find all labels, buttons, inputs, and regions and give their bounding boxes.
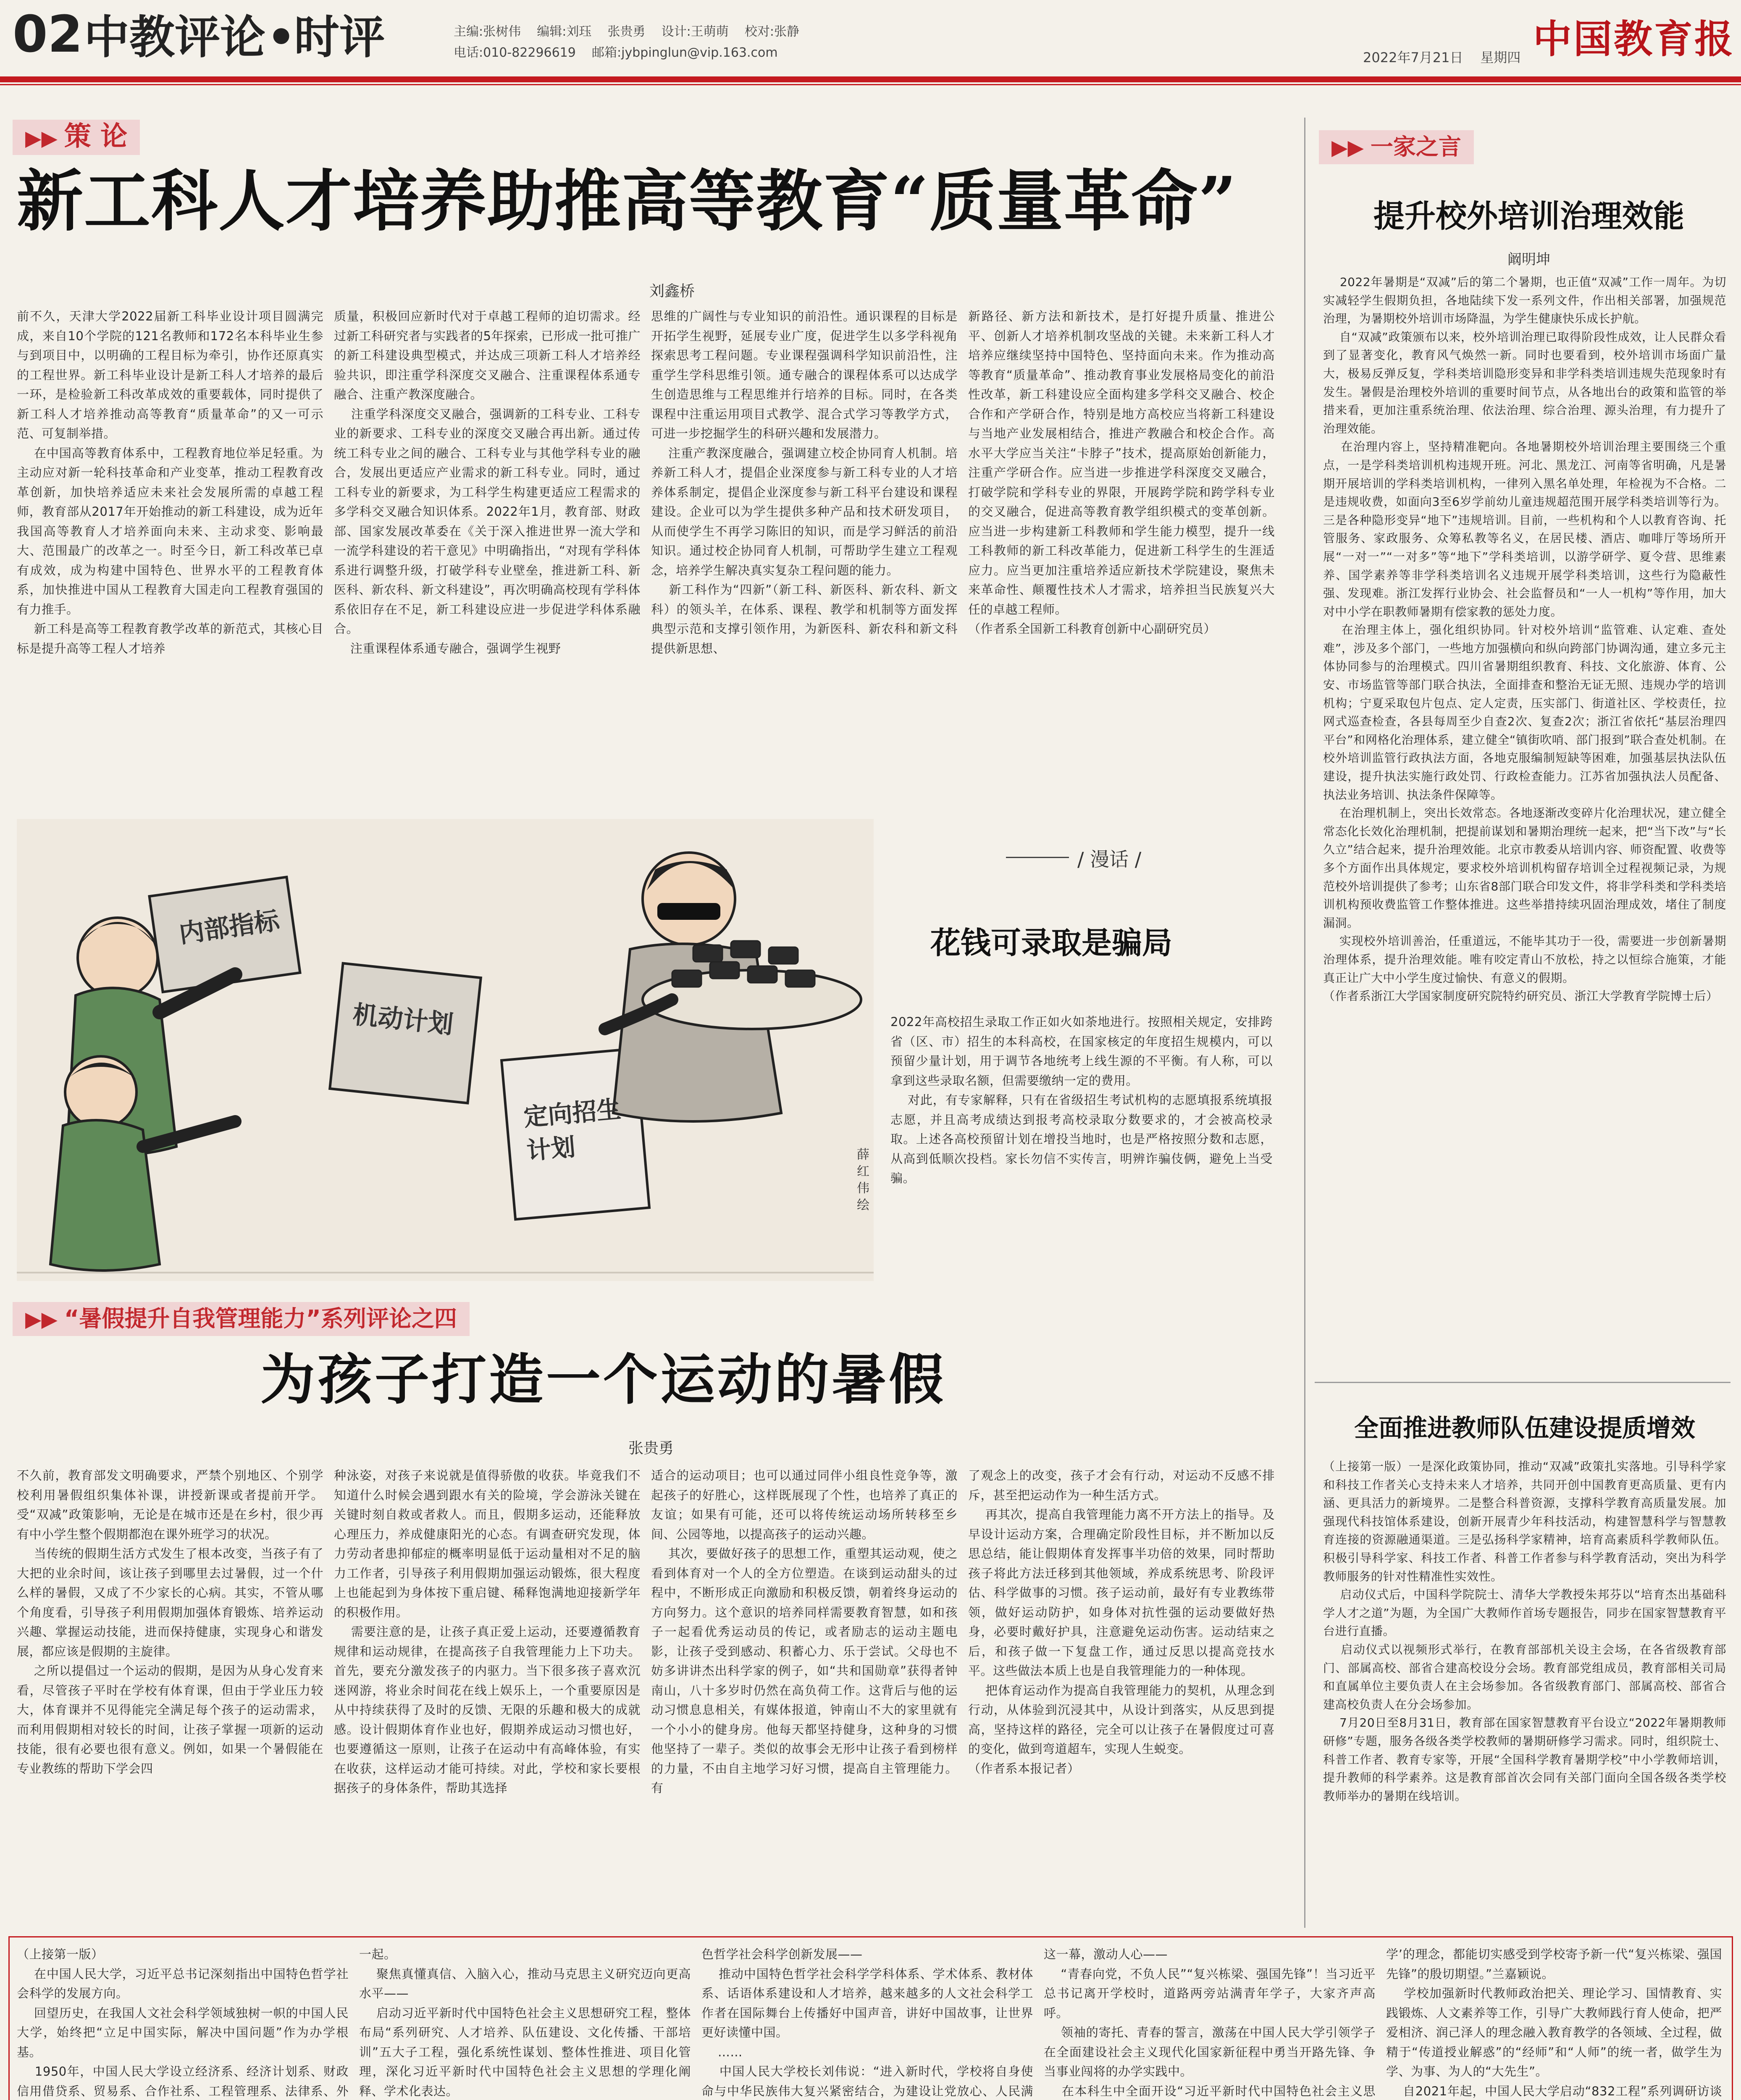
article1-title: 新工科人才培养助推高等教育“质量革命” xyxy=(17,163,1237,240)
article2-col-1: 不久前，教育部发文明确要求，严禁个别地区、个别学校利用暑假组织集体补课，讲授新课或者提前开学。受“双减”政策影响，无论是在城市还是在乡村，很少再有中小学生整个假期都泡在课外班学习的状况。 当传统的假期生活方式发生了根本改变，当孩子有了大把的业余时间，该让孩子到哪里去过暑假，过一个什么样的暑假，又成了不少家长的心病。其实，不管从哪个角度看，引导孩子利用假期加强体育锻炼、培养运动兴趣、掌握运动技能，进而保持健康，实现身心和谐发展，都应该是假期的主旋律。 之所以提倡过一个运动的假期，是因为从身心发育来看，尽管孩子平时在学校有体育课，但由于学业压力较大，体育课并不见得能完全满足每个孩子的运动需求，而利用假期相对较长的时间，让孩子掌握一项新的运动技能，很有必要也很有意义。例如，如果一个暑假能在专业教练的帮助下学会四 xyxy=(17,1468,323,1776)
article2-title: 为孩子打造一个运动的暑假 xyxy=(260,1347,946,1412)
masthead-rule xyxy=(0,76,1741,82)
subsection-name: 时评 xyxy=(294,11,385,64)
double-arrow-icon: ▶▶ xyxy=(1331,135,1364,160)
sidebar1-byline: 阚明坤 xyxy=(1507,251,1550,268)
cartoon-panel xyxy=(17,819,874,1281)
section-name: 中教评论 xyxy=(84,11,266,64)
staff-line-2: 电话:010-82296619 邮箱:jybpinglun@vip.163.com xyxy=(454,45,778,60)
sign-text-3: 定向招生计划 xyxy=(523,1095,622,1166)
article2-col-3: 适合的运动项目；也可以通过同伴小组良性竞争等，激起孩子的好胜心，这样既展现了个性，也培养了真正的友谊；如果有可能，还可以将传统运动场所转移至乡间、公园等地，以提高孩子的运动兴趣。 其次，要做好孩子的思想工作，重塑其运动观，使之看到体育对一个人的全方位塑造。在谈到运动甜头的过程中，不断形成正向激励和积极反馈，朝着终身运动的方向努力。这个意识的培养同样需要教育智慧，如和孩子一起看优秀运动员的传记，或者励志的运动主题电影，让孩子受到感动、积蓄心力、乐于尝试。父母也不妨多讲讲杰出科学家的例子，如“共和国勋章”获得者钟南山，八十多岁时仍然在高负荷工作。这背后与他的运动习惯息息相关，有媒体报道，钟南山不大的家里就有一个小小的健身房。他每天都坚持健身，这种身的习惯他坚持了一辈子。类似的故事会无形中让孩子看到榜样的力量，不由自主地学习好习惯，提高自主管理能力。有 xyxy=(651,1468,958,1795)
section-label-series: ▶▶ “暑假提升自我管理能力”系列评论之四 xyxy=(13,1302,470,1336)
article1-byline: 刘鑫桥 xyxy=(649,283,695,300)
article1-col-4: 新路径、新方法和新技术，是打好提升质量、推进公平、创新人才培养机制攻坚战的关键。未来新工科人才培养应继续坚持中国特色、坚持面向未来。作为推动高等教育“质量革命”、推动教育事业发展格局变化的前沿性改革，新工科建设应全面构建多学科交叉融合、校企合作和产学研合作，特别是地方高校应当将新工科建设与当地产业发展相结合，推进产教融合和校企合作。高水平大学应当关注“卡脖子”技术，提高原始创新能力，注重产学研合作。应当进一步推进学科深度交叉融合，打破学院和学科专业的界限，开展跨学院和跨学科专业的交叉融合，促进高等教育教学组织模式的变革创新。应当进一步构建新工科教师和学生能力模型，提升一线工科教师的新工科改革能力，促进新工科学生的生涯适应力。应当更加注重培养适应新技术学院建设，聚焦未来革命性、颠覆性技术人才需求，培养担当民族复兴大任的卓越工程师。 （作者系全国新工科教育创新中心副研究员） xyxy=(968,309,1275,636)
section-label-yijiazhiyan: ▶▶ 一家之言 xyxy=(1319,130,1474,164)
article2-byline: 张贵勇 xyxy=(628,1440,674,1457)
sidebar-divider xyxy=(1304,118,1305,1928)
sidebar1-title: 提升校外培训治理效能 xyxy=(1373,198,1684,234)
double-arrow-icon: ▶▶ xyxy=(25,1307,58,1331)
sign-text-1: 内部指标 xyxy=(177,906,281,949)
sign-text-2: 机动计划 xyxy=(351,1000,455,1040)
continued-col-1: （上接第一版） 在中国人民大学，习近平总书记深刻指出中国特色哲学社会科学的发展方向。 回望历史，在我国人文社会科学领域独树一帜的中国人民大学，始终把“立足中国实际，解决中国问题”作为办学根基。 1950年，中国人民大学设立经济系、经济计划系、财政信用借贷系、贸易系、合作社系、工程管理系、法律系、外 xyxy=(17,1947,349,2098)
double-arrow-icon: ▶▶ xyxy=(25,126,58,150)
cartoon-tag-rule xyxy=(1006,857,1069,858)
continued-col-2: 一起。 聚焦真懂真信、入脑入心，推动马克思主义研究迈向更高水平—— 启动习近平新时代中国特色社会主义思想研究工程，整体布局“系列研究、人才培养、队伍建设、文化传播、干部培训”五大子工程，强化系统性谋划、整体性推进、项目化管理，深化习近平新时代中国特色社会主义思想的学理化阐释、学术化表达。 xyxy=(359,1947,691,2098)
sidebar-separator xyxy=(1315,1382,1730,1383)
masthead xyxy=(0,0,1741,80)
continued-col-3: 色哲学社会科学创新发展—— 推动中国特色哲学社会科学学科体系、学术体系、教材体系、话语体系建设和人才培养，越来越多的人文社会科学工作者在国际舞台上传播好中国声音，讲好中国故事，让世界更好读懂中国。 …… 中国人民大学校长刘伟说：“进入新时代，学校将自身使命与中华民族伟大复兴紧密结合，为建设让党放心、人民满 xyxy=(701,1947,1033,2098)
article2-col-4: 了观念上的改变，孩子才会有行动，对运动不反感不排斥，甚至把运动作为一种生活方式。 再其次，提高自我管理能力离不开方法上的指导。及早设计运动方案，合理确定阶段性目标，并不断加以反思总结，能让假期体育发挥事半功倍的效果，同时帮助孩子将此方法迁移到其他领域，养成系统思考、阶段评估、科学做事的习惯。孩子运动前，最好有专业教练带领，做好运动防护，如身体对抗性强的运动要做好热身，必要时戴好护具，注意避免运动伤害。运动结束之后，和孩子做一下复盘工作，通过反思以提高竞技水平。这些做法本质上也是自我管理能力的一种体现。 把体育运动作为提高自我管理能力的契机，从理念到行动，从体验到沉浸其中，从设计到落实，从反思到提高，坚持这样的路径，完全可以让孩子在暑假度过可喜的变化，做到弯道超车，实现人生蜕变。 （作者系本报记者） xyxy=(968,1468,1275,1776)
sidebar2-title: 全面推进教师队伍建设提质增效 xyxy=(1354,1414,1695,1442)
sidebar2-text: （上接第一版）一是深化政策协同，推动“双减”政策扎实落地。引导科学家和科技工作者关心支持未来人才培养，共同开创中国教育更高质量、更有内涵、更具活力的新境界。二是整合科普资源，支撑科学教育高质量发展。加强现代科技馆体系建设，创新开展青少年科技活动，构建智慧科学与智慧教育连接的资源融通渠道。三是弘扬科学家精神，培育高素质科学教师队伍。积极引导科学家、科技工作者、科普工作者参与科学教育活动，突出为科学教师服务的针对性精准性实效性。 启动仪式后，中国科学院院士、清华大学教授朱邦芬以“培育杰出基础科学人才之道”为题，为全国广大教师作首场专题报告，同步在国家智慧教育平台进行直播。 启动仪式以视频形式举行，在教育部部机关设主会场，在各省级教育部门、部属高校、部省合建高校设分会场。教育部党组成员，教育部相关司局和直属单位主要负责人在主会场参加。各省级教育部门、部属高校、部省合建高校负责人在分会场参加。 7月20日至8月31日，教育部在国家智慧教育平台设立“2022年暑期教师研修”专题，服务各级各类学校教师的暑期研修学习需求。同时，组织院士、科普工作者、教育专家等，开展“全国科学教育暑期学校”中小学教师培训，提升教师的科学素养。这是教育部首次会同有关部门面向全国各级各类学校教师举办的暑期在线培训。 xyxy=(1323,1460,1726,1803)
staff-line-1: 主编:张树伟 编辑:刘珏 张贵勇 设计:王萌萌 校对:张静 xyxy=(454,24,800,39)
page-number: 02 xyxy=(13,5,83,64)
continued-col-5: 学’的理念，都能切实感受到学校寄予新一代“复兴栋梁、强国先锋”的殷切期望。”兰嘉颖说。 学校加强新时代教师政治把关、理论学习、国情教育、实践锻炼、人文素养等工作，引导广大教师践行育人使命，把严爱相济、润己泽人的理念融入教育教学的各领域、全过程，做精于“传道授业解惑”的“经师”和“人师”的统一者，做学生为学、为事、为人的“大先生”。 自2021年起，中国人民大学启动“832工程”系列调研访谈 xyxy=(1386,1947,1722,2098)
article1-col-1: 前不久，天津大学2022届新工科毕业设计项目圆满完成，来自10个学院的121名教师和172名本科毕业生参与到项目中，以明确的工程目标为牵引，协作还原真实的工程世界。新工科毕业设计是新工科人才培养的最后一环，是检验新工科改革成效的重要载体，同时提供了新工科人才培养推动高等教育“质量革命”的又一可示范、可复制举措。 在中国高等教育体系中，工程教育地位举足轻重。为主动应对新一轮科技革命和产业变革，推动工程教育改革创新，加快培养适应未来社会发展所需的卓越工程师，教育部从2017年开始推动的新工科建设，成为近年我国高等教育人才培养面向未来、主动求变、影响最大、范围最广的改革之一。时至今日，新工科改革已卓有成效，成为构建中国特色、世界水平的工程教育体系，加快推进中国从工程教育大国走向工程教育强国的有力推手。 新工科是高等工程教育教学改革的新范式，其核心目标是提升高等工程人才培养 xyxy=(17,309,323,656)
cartoon-credit: 薛红伟 绘 xyxy=(857,1147,869,1213)
cartoon-tag: / 漫话 / xyxy=(1077,848,1142,871)
paper-logo: 中国教育报 xyxy=(1533,16,1735,62)
section-label-celun: ▶▶ 策 论 xyxy=(13,120,140,155)
sidebar1-text: 2022年暑期是“双减”后的第二个暑期，也正值“双减”工作一周年。为切实减轻学生假期负担，各地陆续下发一系列文件，作出相关部署，加强规范治理，为暑期校外培训市场降温，为学生健康快乐成长护航。 自“双减”政策颁布以来，校外培训治理已取得阶段性成效，让人民群众看到了显著变化，教育风气焕然一新。同时也要看到，校外培训市场面广量大，极易反弹反复，学科类培训隐形变异和非学科类培训违规失范现象时有发生。暑假是治理校外培训的重要时间节点，从各地出台的政策和监管的举措来看，更加注重系统治理、依法治理、综合治理、源头治理，有力提升了治理效能。 在治理内容上，坚持精准靶向。各地暑期校外培训治理主要围绕三个重点，一是学科类培训机构违规开班。河北、黑龙江、河南等省明确，凡是暑期开展培训的学科类培训机构，一律列入黑名单处理，年检视为不合格。二是违规收费，如面向3至6岁学前幼儿童违规超范围开展学科类培训等行为。三是各种隐形变异“地下”违规培训。目前，一些机构和个人以教育咨询、托管服务、家政服务、众筹私教等名义，在居民楼、酒店、咖啡厅等场所开展“一对一”“一对多”等“地下”学科类培训，以游学研学、夏令营、思维素养、国学素养等非学科类培训名义违规开展学科类培训，这些行为隐蔽性强、发现难。浙江发挥行业协会、社会监督员和“一人一机构”等作用，加大对中小学在职教师暑期有偿家教的惩处力度。 在治理主体上，强化组织协同。针对校外培训“监管难、认定难、查处难”，涉及多个部门，一些地方加强横向和纵向跨部门协调沟通，建立多元主体协同参与的治理模式。四川省暑期组织教育、科技、文化旅游、体育、公安、市场监管等部门联合执法，全面排查和整治无证无照、违规办学的培训机构；宁夏采取包片包点、定人定责，压实部门、街道社区、学校责任，拉网式巡查检查，各县每周至少自查2次、复查2次；浙江省依托“基层治理四平台”和网格化治理体系，建立健全“镇街吹哨、部门报到”联合查处机制。在校外培训监管行政执法方面，各地克服编制短缺等困难，加强基层执法队伍建设，提升执法实施行政处罚、行政检查能力。江苏省加强执法人员配备、执法业务培训、执法条件保障等。 在治理机制上，突出长效常态。各地逐渐改变碎片化治理状况，建立健全常态化长效化治理机制，把提前谋划和暑期治理统一起来，把“当下改”与“长久立”结合起来，提升治理效能。北京市教委从培训内容、师资配置、收费等多个方面作出具体规定，要求校外培训机构留存培训全过程视频记录，为规范校外培训提供了参考；山东省8部门联合印发文件，将非学科类和学科类培训机构预收费监管工作整体推进。这些举措持续巩固治理成效，堵住了制度漏洞。 实现校外培训善治，任重道远，不能毕其功于一役，需要进一步创新暑期治理体系，提升治理效能。唯有咬定青山不放松，持之以恒综合施策，才能真正让广大中小学生度过愉快、有意义的假期。 （作者系浙江大学国家制度研究院特约研究员、浙江大学教育学院博士后） xyxy=(1323,275,1726,1003)
article1-col-3: 思维的广阔性与专业知识的前沿性。通识课程的目标是开拓学生视野，延展专业广度，促进学生以多学科视角探索思考工程问题。专业课程强调科学知识前沿性，注重学生学科思维引领。通专融合的课程体系可以达成学生创造思维与工程思维并行培养的目标。同时，在各类课程中注重运用项目式教学、混合式学习等教学方式，可进一步挖掘学生的科研兴趣和发展潜力。 注重产教深度融合，强调建立校企协同育人机制。培养新工科人才，提倡企业深度参与新工科专业的人才培养体系制定，提倡企业深度参与新工科平台建设和课程建设。企业可以为学生提供多种产品和技术研发项目，从而使学生不再学习陈旧的知识，而是学习鲜活的前沿知识。通过校企协同育人机制，可帮助学生建立工程观念，培养学生解决真实复杂工程问题的能力。 新工科作为“四新”（新工科、新医科、新农科、新文科）的领头羊，在体系、课程、教学和机制等方面发挥典型示范和支撑引领作用，为新医科、新农科和新文科提供新思想、 xyxy=(651,309,958,656)
cartoon-illustration xyxy=(17,819,874,1281)
article1-col-2: 质量，积极回应新时代对于卓越工程师的迫切需求。经过新工科研究者与实践者的5年探索，已形成一批可推广的新工科建设典型模式，并达成三项新工科人才培养经验共识，即注重学科深度交叉融合、注重课程体系通专融合、注重产教深度融合。 注重学科深度交叉融合，强调新的工科专业、工科专业的新要求、工科专业的深度交叉融合再出新。通过传统工科专业之间的融合、工科专业与其他学科专业的融合，发展出更适应产业需求的新工科专业。同时，通过工科专业的新要求，为工科学生构建更适应工程需求的多学科交叉融合知识体系。2022年1月，教育部、财政部、国家发展改革委在《关于深入推进世界一流大学和一流学科建设的若干意见》中明确指出，“对现有学科体系进行调整升级，打破学科专业壁垒，推进新工科、新医科、新农科、新文科建设”，再次明确高校现有学科体系依旧存在不足，新工科建设应进一步促进学科体系融合。 注重课程体系通专融合，强调学生视野 xyxy=(334,309,641,656)
masthead-thin-rule xyxy=(0,84,1741,85)
article2-col-2: 种泳姿，对孩子来说就是值得骄傲的收获。毕竟我们不知道什么时候会遇到跟水有关的险境，学会游泳关键在关键时刻自救或者救人。而且，假期多运动，还能释放心理压力，养成健康阳光的心态。有调查研究发现，体力劳动者患抑郁症的概率明显低于运动量相对不足的脑力工作者，引导孩子利用假期加强运动锻炼，很大程度上也能起到为身体按下重启键、稀释饱满地迎接新学年的积极作用。 需要注意的是，让孩子真正爱上运动，还要遵循教育规律和运动规律，在提高孩子自我管理能力上下功夫。首先，要充分激发孩子的内驱力。当下很多孩子喜欢沉迷网游，将业余时间花在线上娱乐上，一个重要原因是从中持续获得了及时的反馈、无限的乐趣和极大的成就感。设计假期体育作业也好，假期养成运动习惯也好，也要遵循这一原则，让孩子在运动中有高峰体验，有实在收获，这样运动才能可持续。对此，学校和家长要根据孩子的身体条件，帮助其选择 xyxy=(334,1468,641,1795)
slash-mark: / xyxy=(1077,848,1090,871)
continued-col-4: 这一幕，激动人心—— “青春向党，不负人民”“复兴栋梁、强国先锋”！当习近平总书记离开学校时，道路两旁站满青年学子，大家齐声高呼。 领袖的寄托、青春的誓言，激荡在中国人民大学引领学子在全面建设社会主义现代化国家新征程中勇当开路先锋、争当事业闯将的办学实践中。 在本科生中全面开设“习近平新时代中国特色社会主义思 xyxy=(1044,1947,1376,2098)
cartoon-title: 花钱可录取是骗局 xyxy=(930,925,1173,961)
issue-date: 2022年7月21日 星期四 xyxy=(1363,50,1521,66)
section-dot: • xyxy=(267,11,296,64)
cartoon-text: 2022年高校招生录取工作正如火如荼地进行。按照相关规定，安排跨省（区、市）招生的本科高校，在国家核定的年度招生规模内，可以预留少量计划，用于调节各地统考上线生源的不平衡。有人称，可以拿到这些录取名额，但需要缴纳一定的费用。 对此，有专家解释，只有在省级招生考试机构的志愿填报系统填报志愿，并且高考成绩达到报考高校录取分数要求的，才会被高校录取。上述各高校预留计划在增投当地时，也是严格按照分数和志愿，从高到低顺次投档。家长勿信不实传言，明辨诈骗伎俩，避免上当受骗。 xyxy=(890,1015,1273,1185)
